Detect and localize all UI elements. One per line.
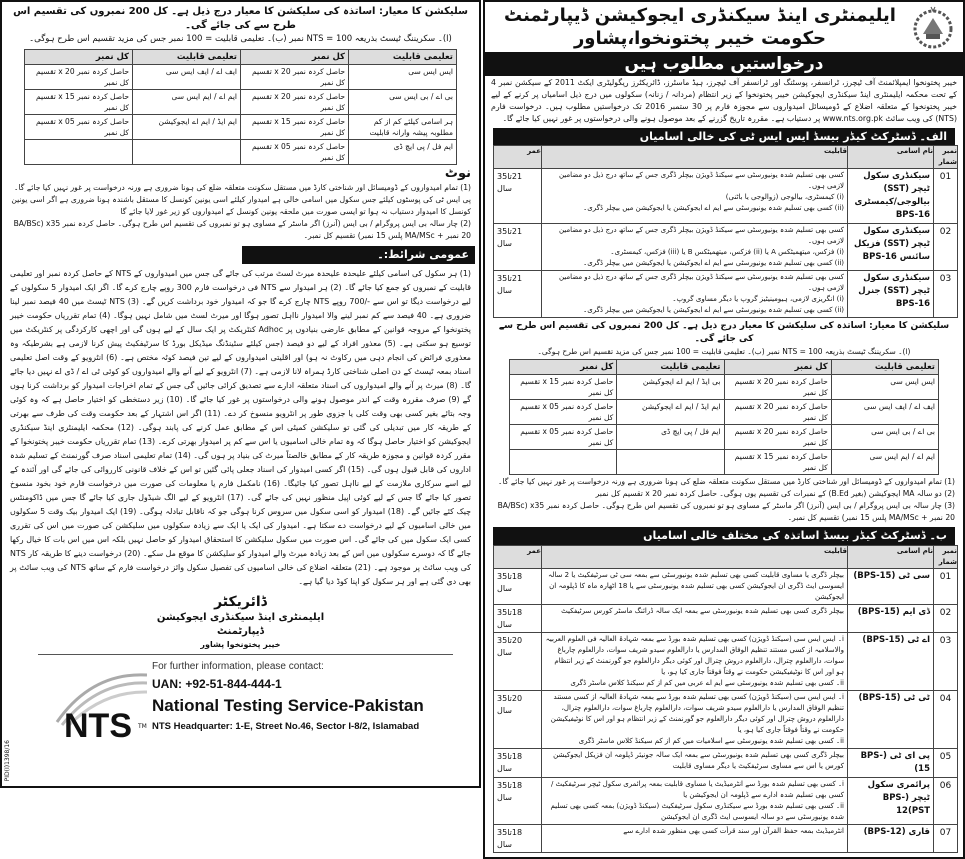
notes-list	[2, 182, 479, 242]
age-limit: 18تا35 سال	[494, 778, 542, 825]
table-cell: حاصل کردہ نمبر x 20 تقسیم کل نمبر	[241, 90, 349, 115]
column-header: نمبر شمار	[934, 546, 958, 569]
post-name: سیکنڈری سکول ٹیچر (SST) بیالوجی/کیمسٹری BPS-16	[848, 169, 934, 224]
applications-wanted-banner: درخواستیں مطلوب ہیں	[485, 52, 963, 76]
post-name: سیکنڈری سکول ٹیچر (SST) فزیکل سائنس BPS-16	[848, 224, 934, 271]
table-cell: ایم اے / ایم ایس سی	[831, 450, 938, 475]
table-cell: حاصل کردہ نمبر x 05 تقسیم کل نمبر	[510, 400, 617, 425]
table-cell: حاصل کردہ نمبر x 05 تقسیم کل نمبر	[510, 425, 617, 450]
column-header: نام اسامی	[848, 546, 934, 569]
table-cell: حاصل کردہ نمبر x 15 تقسیم کل نمبر	[241, 115, 349, 140]
table-row	[510, 425, 939, 450]
age-limit: 21تا35 سال	[494, 224, 542, 271]
table-cell: بی ایڈ / ایم اے ایجوکیشن	[617, 375, 724, 400]
general-conditions-text: (1) ہر سکول کی اسامی کیلئے علیحدہ علیحدہ میرٹ لسٹ مرتب کی جائے گی جس میں امیدواروں کے NTS کے حاصل کردہ نمبر اور تعلیمی قابلیت کے نمبروں کو جمع کیا جائے گا۔ (2) ہر امیدوار سے NTS فی درخواست فارم 300 روپے چارج کرے گا۔ اگر ایک امیدوار 5 سکولوں کے لیے درخواست دیگا تو اس سے -/700 روپے NTS چارج کرے گا جو کہ امیدوار خود برداشت کریں گے۔ (3) NTS ٹیسٹ میں 40 فیصد نمبر لینا ضروری ہے۔ 40 فیصد سے کم نمبر لینے والا امیدوار نااہل تصور ہوگا اور میرٹ لسٹ میں شامل نہیں ہوگا۔ (4) تمام تقرریاں حکومت خیبر پختونخوا کے مروجہ قوانین کے مطابق عارضی بنیادوں پر Adhoc کنٹریکٹ پر ایک سال کے لیے ہوں گی اور اچھی کارکردگی پر کنٹریکٹ میں توسیع ہو سکتی ہے۔ (5) معذور افراد کے لیے دو فیصد (جس کیلئے سٹینڈنگ میڈیکل بورڈ کا سرٹیفکیٹ پیش کرنا لازمی ہے بشرطیکہ وہ معذوری فرائض کی انجام دہی میں رکاوٹ نہ ہو) اور اقلیتی امیدواروں کے لیے تین فیصد کوٹہ مختص ہے۔ (6) انٹرویو کے وقت اصل تعلیمی اسناد بمعہ ٹیسٹ کے دن اصلی شناختی کارڈ ہمراہ لانا لازمی ہے۔ (7) انٹرویو کے لیے آنے والے امیدواروں کو کوئی ٹی اے / ڈی اے نہیں دیا جائے گا۔ (8) میرٹ پر آنے والے امیدواروں کی اسناد متعلقہ ادارے سے تصدیق کرائی جائیں گی جس کے تمام اخراجات امیدوار کو برداشت کرنا ہوں گے (9) صرف مقررہ وقت کے اندر موصول ہونے والی درخواستوں پر غور کیا جائے گا۔ (10) زیر دستخطی کو اختیار حاصل ہے کہ وہ کوئی وجہ بتائے بغیر کسی بھی وقت کلی یا جزوی طور پر انٹرویو منسوخ کر دے۔ (11) اگر اس اشتہار کے بعد حکومت وقت کی طرف سے بھرتی کے طریقہ کار میں تبدیلی کی گئی تو سلیکشن کمیٹی اس کے مطابق عمل کرنے کی پابند ہوگی۔ (12) محکمہ ایلیمنٹری اینڈ سیکنڈری ایجوکیشن کو اختیار حاصل ہوگا کہ وہ تمام خالی اسامیوں یا اس سے کم پر امیدوار بھرتی کرے۔ (13) تمام تقرریاں حکومت خیبر پختونخوا کے مقرر کردہ قوانین و مجوزہ طریقہ کار کے مطابق خالصتاً میرٹ کی بنیاد پر ہوں گی۔ (14) تمام تعلیمی اسناد صرف گورنمنٹ کے تسلیم شدہ اداروں کی قابل قبول ہوں گی۔ (15) اگر کسی امیدوار کی اسناد جعلی پائی گئیں تو اس کے خلاف قانونی کارروائی کی جائے گی اور آئندہ کے لیے اسے سرکاری ملازمت کے لیے نااہل تصور کیا جائیگا۔ (16) نامکمل فارم یا معلومات کی صورت میں درخواست فارم خود بخود منسوخ تصور کیا جائے گا جس کے لیے کوئی اپیل منظور نہیں کی جائے گی۔ (17) انٹرویو کے لیے الگ شیڈول جاری کیا جائے گا جس میں ڈاکومنٹس چیک کئے جائیں گے۔ (18) امیدوار کو اسی سکول میں سروس کرنا ہوگی جو کہ ناقابل تبادلہ ہوگی۔ (19) ایک امیدوار بیک وقت 5 سکولوں میں خالی اسامیوں کے لیے درخواست دے سکتا ہے۔ امیدوار کی ایک یا ایک سے زیادہ سکولوں میں سلیکشن کی صورت میں اس کی تقرری کسی ایک سکول میں کی جائے گی۔ اس صورت میں سکول سلیکشن کا استحقاق امیدوار کو حاصل نہیں بلکہ اس میں اس بات کا خیال رکھا جائے گا کہ دوسرے سکولوں میں اس کے بعد زیادہ میرٹ والے امیدوار کو سلیکشن کا موقع مل سکے۔ (20) درخواست دینے کا طریقہ کار NTS کی ویب سائٹ پر موجود ہے۔ (21) متعلقہ اضلاع کی خالی اسامیوں کی تفصیل سکول وائز درخواست فارم کے ساتھ NTS کی ویب سائٹ پر بھی دی گئی ہے اور ہر سکول کو اپنا کوڈ دیا گیا ہے۔	[10, 269, 472, 586]
table-cell: ایس ایس سی	[831, 375, 938, 400]
column-header: تعلیمی قابلیت	[133, 50, 241, 65]
age-limit: 20تا35 سال	[494, 691, 542, 749]
nts-logo-text: NTS	[64, 707, 132, 745]
kp-seal-logo	[911, 4, 955, 50]
serial-number: 04	[934, 691, 958, 749]
table-cell: ایس ایس سی	[349, 65, 457, 90]
table-cell: حاصل کردہ نمبر x 20 تقسیم کل نمبر	[25, 65, 133, 90]
job-row	[494, 224, 958, 271]
qualification-line: (i) انگریزی لازمی، ہیومینیٹیز گروپ یا دیگر مساوی گروپ۔	[672, 295, 844, 303]
age-limit: 21تا35 سال	[494, 169, 542, 224]
table-cell: بی اے / بی ایس سی	[349, 90, 457, 115]
qualification-line: i۔ کسی بھی تسلیم شدہ بورڈ سے انٹرمیڈیٹ یا مساوی قابلیت بمعہ پرائمری سکول ٹیچر سرٹیفکیٹ / کسی بھی تسلیم شدہ ادارے سے ڈپلومہ ان ایجوکیشن یا	[550, 780, 844, 799]
column-header: تعلیمی قابلیت	[617, 360, 724, 375]
qualification	[542, 605, 848, 633]
table-cell: ہر اسامی کیلئے کم از کم مطلوبہ پیشہ وارانہ قابلیت	[349, 115, 457, 140]
post-name: ڈی ایم (BPS-15)	[848, 605, 934, 633]
table-cell: حاصل کردہ نمبر x 15 تقسیم کل نمبر	[510, 375, 617, 400]
column-header: قابلیت	[542, 146, 848, 169]
nts-logo	[52, 667, 147, 752]
table-cell: ایم فل / پی ایچ ڈی	[617, 425, 724, 450]
qualification-line: انٹرمیڈیٹ بمعہ حفظ القرآن اور سند قرأت کسی بھی منظور شدہ ادارے سے	[623, 827, 844, 835]
post-name: ٹی ٹی (BPS-15)	[848, 691, 934, 749]
column-header: عمر	[494, 546, 542, 569]
age-limit: 18تا35 سال	[494, 825, 542, 853]
post-name: سیکنڈری سکول ٹیچر (SST) جنرل BPS-16	[848, 271, 934, 318]
notes-list-right	[485, 475, 963, 524]
table-cell: حاصل کردہ نمبر x 15 تقسیم کل نمبر	[724, 450, 831, 475]
age-limit: 20تا35 سال	[494, 633, 542, 691]
qualification-line: i۔ ایس ایس سی (سیکنڈ ڈویژن) کسی بھی تسلیم شدہ بورڈ سے بمعہ شہادۃ العالیہ فی العلوم العربیہ والاسلامیہ از کسی مستند تنظیم الوفاق المدارس یا دارالعلوم سیدو شریف سوات، دارالعلوم چارباغ سوات، دارالعلوم چترال، دارالعلوم دروش چترال اور کوئی دیگر دارالعلوم جو گورنمنٹ کے زیر انتظام ہو اور اس کا نوٹیفیکیشن حکومت نے وقتاً فوقتاً جاری کیا ہو، یا	[545, 635, 844, 676]
table-cell: حاصل کردہ نمبر x 20 تقسیم کل نمبر	[724, 400, 831, 425]
uan-number: UAN: +92-51-844-444-1	[152, 677, 282, 691]
table-row	[25, 65, 457, 90]
table-cell: حاصل کردہ نمبر x 05 تقسیم کل نمبر	[25, 115, 133, 140]
serial-number: 06	[934, 778, 958, 825]
qualification	[542, 825, 848, 853]
column-header: کل نمبر	[241, 50, 349, 65]
qualification-line: (ii) کسی بھی تسلیم شدہ یونیورسٹی سے ایم اے ایجوکیشن یا ایجوکیشن میں بیچلر ڈگری۔	[583, 259, 844, 267]
qualification-line: بیچلر ڈگری کسی بھی تسلیم شدہ یونیورسٹی سے بمعہ ایک سالہ ڈرائنگ ماسٹر کورس سرٹیفکیٹ	[561, 607, 844, 615]
signature-place: خیبر پختونخوا پشاور	[200, 640, 281, 649]
table-cell	[617, 450, 724, 475]
table-cell: ایم اے / ایم ایس سی	[133, 90, 241, 115]
table-cell	[25, 140, 133, 165]
column-header: قابلیت	[542, 546, 848, 569]
job-row	[494, 569, 958, 605]
serial-number: 05	[934, 749, 958, 778]
organization-name: National Testing Service-Pakistan	[152, 696, 424, 715]
post-name: قاری (BPS-12)	[848, 825, 934, 853]
table-cell: ایم ایڈ / ایم اے ایجوکیشن	[133, 115, 241, 140]
qualification	[542, 633, 848, 691]
serial-number: 02	[934, 224, 958, 271]
qualification	[542, 224, 848, 271]
table-cell: ایم ایڈ / ایم اے ایجوکیشن	[617, 400, 724, 425]
section-b-table	[493, 545, 958, 853]
marks-table-left	[24, 49, 457, 165]
column-header: تعلیمی قابلیت	[349, 50, 457, 65]
right-column	[483, 0, 965, 859]
table-cell: ایف اے / ایف ایس سی	[831, 400, 938, 425]
table-cell	[133, 140, 241, 165]
column-header: عمر	[494, 146, 542, 169]
table-header-row	[25, 50, 457, 65]
table-row	[510, 375, 939, 400]
qualification-line: کسی بھی تسلیم شدہ یونیورسٹی سے سیکنڈ ڈویژن بیچلر ڈگری جس کے ساتھ درج ذیل دو مضامین لازمی ہوں۔	[558, 171, 844, 190]
note-heading: نوٹ	[444, 166, 471, 181]
job-row	[494, 605, 958, 633]
section-a-heading: الف۔ ڈسٹرکٹ کیڈر بیسڈ ایس ایس ٹی کی خالی اسامیاں	[493, 128, 955, 145]
qualification-line: (ii) کسی بھی تسلیم شدہ یونیورسٹی سے ایم اے ایجوکیشن یا ایجوکیشن میں بیچلر ڈگری۔	[583, 204, 844, 212]
table-cell	[510, 450, 617, 475]
qualification-line: ii۔ کسی بھی تسلیم شدہ یونیورسٹی سے ایم اے عربی میں کم از کم سیکنڈ کلاس ماسٹر ڈگری	[570, 679, 844, 687]
section-b-heading: ب۔ ڈسٹرکٹ کیڈر بیسڈ اساتذہ کی مختلف خالی اسامیاں	[493, 527, 955, 545]
column-header: نام اسامی	[848, 146, 934, 169]
note-item: (1) تمام امیدواروں کے ڈومیسائل اور شناختی کارڈ میں مستقل سکونت متعلقہ ضلع کی ہونا ضروری ہے ورنہ درخواست پر غور نہیں کیا جائے گا۔ پی ایس ٹی کی پوسٹوں کیلئے جس سکول میں اسامی خالی ہے امیدوار کیلئے اسی یونین کونسل کا مستقل باشندہ ہونا ضروری ہے اگر اسی یونین کونسل کا امیدوار دستیاب نہ ہوا تو ایسی صورت میں ملحقہ یونین کونسل کے امیدواروں کو زیر غور لایا جائے گا	[11, 183, 471, 216]
qualification	[542, 778, 848, 825]
column-header: تعلیمی قابلیت	[831, 360, 938, 375]
signature-title: ڈائریکٹر	[214, 594, 267, 610]
serial-number: 07	[934, 825, 958, 853]
table-row	[510, 400, 939, 425]
column-header: کل نمبر	[510, 360, 617, 375]
serial-number: 03	[934, 633, 958, 691]
qualification-line: کسی بھی تسلیم شدہ یونیورسٹی سے سیکنڈ ڈویژن بیچلر ڈگری جس کے ساتھ درج ذیل دو مضامین لازمی ہوں۔	[558, 226, 844, 245]
table-cell: حاصل کردہ نمبر x 20 تقسیم کل نمبر	[724, 375, 831, 400]
headquarter-address: NTS Headquarter: 1-E, Street No.46, Sector I-8/2, Islamabad	[152, 721, 420, 732]
selection-criteria-subtitle-right: (ا)۔ سکریننگ ٹیسٹ بذریعہ NTS = 100 نمبر (ب)۔ تعلیمی قابلیت = 100 نمبر جس کی مزید تقسیم اس طرح ہوگی۔	[537, 347, 911, 356]
serial-number: 01	[934, 169, 958, 224]
qualification	[542, 169, 848, 224]
selection-criteria-title: سلیکشن کا معیار: اساتذہ کی سلیکشن کا معیار درج ذیل ہے۔ کل 200 نمبروں کی تقسیم اس طرح سے کی جائے گی۔	[13, 6, 468, 31]
signature-block	[141, 593, 341, 651]
header	[485, 2, 963, 52]
government-title: حکومت خیبر پختونخوا،پشاور	[573, 28, 827, 49]
serial-number: 01	[934, 569, 958, 605]
job-row	[494, 169, 958, 224]
table-row	[25, 140, 457, 165]
table-header-row	[494, 146, 958, 169]
qualification-line: ii۔ کسی بھی تسلیم شدہ یونیورسٹی سے اسلامیات میں کم از کم سیکنڈ کلاس ماسٹر ڈگری	[578, 737, 844, 745]
left-column	[0, 0, 481, 788]
qualification-line: کسی بھی تسلیم شدہ یونیورسٹی سے سیکنڈ ڈویژن بیچلر ڈگری جس کے ساتھ درج ذیل دو مضامین لازمی ہوں۔	[558, 273, 844, 292]
age-limit: 18تا35 سال	[494, 605, 542, 633]
job-row	[494, 749, 958, 778]
post-name: اے ٹی (BPS-15)	[848, 633, 934, 691]
table-header-row	[494, 546, 958, 569]
qualification-line: بیچلر ڈگری یا مساوی قابلیت کسی بھی تسلیم شدہ یونیورسٹی سے بمعہ سی ٹی سرٹیفکیٹ یا 2 سالہ ایسوسی ایٹ ڈگری ان ایجوکیشن کسی بھی تسلیم شدہ یونیورسٹی سے یا 18 اٹھارہ ماہ کا ڈپلومہ ان ایجوکیشن	[548, 571, 844, 601]
intro-text: خیبر پختونخوا ایمپلائمنٹ آف ٹیچرز، ٹرانسفر، پوسٹنگ اور ٹرانسفر آف ٹیچرز، ہیڈ ماسٹرز، ڈائریکٹرز ریگولیٹری ایکٹ 2011 کے سیکشن نمبر 4 کے تحت محکمہ ایلیمنٹری اینڈ سیکنڈری ایجوکیشن خیبر پختونخوا کے زیر انتظام (مردانہ / زنانہ) سکولوں میں درج ذیل اسامیاں پر کرنے کے لیے خیبر پختونخوا کے متعلقہ اضلاع کے ڈومیسائل امیدواروں سے مجوزہ فارم پر 30 ستمبر 2016 تک درخواستیں مطلوب ہیں۔ درخواست فارم (NTS) کی ویب سائٹ www.nts.org.pk پر دستیاب ہے۔ مقررہ تاریخ گزرنے کے بعد موصول ہونے والی درخواستوں پر غور نہیں کیا جائے گا۔	[491, 78, 958, 123]
column-header: نمبر شمار	[934, 146, 958, 169]
selection-criteria-subtitle: (ا)۔ سکریننگ ٹیسٹ بذریعہ NTS = 100 نمبر (ب)۔ تعلیمی قابلیت = 100 نمبر جس کی مزید تقسیم اس طرح ہوگی۔	[29, 34, 452, 44]
signature-dept: ایلیمنٹری اینڈ سیکنڈری ایجوکیشن ڈیپارٹمنٹ	[156, 612, 325, 637]
qualification-line: (i) فزکس، میتھمیٹکس A یا (ii) فزکس، میتھمیٹکس B یا (iii) فزکس، کیمسٹری۔	[610, 248, 844, 256]
age-limit: 18تا35 سال	[494, 749, 542, 778]
table-cell: حاصل کردہ نمبر x 20 تقسیم کل نمبر	[724, 425, 831, 450]
nts-footer	[2, 655, 479, 755]
job-row	[494, 691, 958, 749]
selection-criteria-title-right: سلیکشن کا معیار: اساتذہ کی سلیکشن کا معیار درج ذیل ہے۔ کل 200 نمبروں کی تقسیم اس طرح سے کی جائے گی۔	[498, 321, 950, 344]
serial-number: 02	[934, 605, 958, 633]
table-cell: حاصل کردہ نمبر x 05 تقسیم کل نمبر	[241, 140, 349, 165]
age-limit: 21تا35 سال	[494, 271, 542, 318]
serial-number: 03	[934, 271, 958, 318]
qualification	[542, 691, 848, 749]
qualification-line: ii۔ کسی بھی تسلیم شدہ بورڈ سے سیکنڈری سکول سرٹیفکیٹ (سیکنڈ ڈویژن) بمعہ کسی بھی تسلیم شدہ یونیورسٹی سے دو سالہ ایسوسی ایٹ ڈگری ان ایجوکیشن	[550, 802, 844, 821]
trademark: TM	[138, 723, 147, 730]
column-header: کل نمبر	[25, 50, 133, 65]
table-row	[510, 450, 939, 475]
marks-table-right	[509, 359, 939, 475]
pid-number: PID(I)1398/16	[4, 739, 11, 781]
table-cell: ایم فل / پی ایچ ڈی	[349, 140, 457, 165]
column-header: کل نمبر	[724, 360, 831, 375]
table-cell: حاصل کردہ نمبر x 15 تقسیم کل نمبر	[25, 90, 133, 115]
qualification	[542, 749, 848, 778]
general-conditions-heading: عمومی شرائط:۔	[242, 246, 475, 264]
qualification	[542, 569, 848, 605]
table-row	[25, 115, 457, 140]
note-item: (3) چار سالہ بی ایس پروگرام / بی ایس (آنرز) اگر ماسٹر کے مساوی ہو تو نمبروں کی تقسیم اس طرح ہوگی۔ حاصل کردہ نمبر x35 (BA/BSc 20 نمبر + MA/MSc پلس 15 نمبر) تقسیم کل نمبر۔	[497, 501, 955, 522]
note-item: (1) تمام امیدواروں کے ڈومیسائل اور شناختی کارڈ میں مستقل سکونت متعلقہ ضلع کی ہونا ضروری ہے ورنہ درخواست پر غور نہیں کیا جائے گا۔	[498, 477, 955, 486]
qualification	[542, 271, 848, 318]
post-name: پی ای ٹی (BPS-15)	[848, 749, 934, 778]
qualification-line: (ii) کسی بھی تسلیم شدہ یونیورسٹی سے ایم اے ایجوکیشن یا ایجوکیشن میں بیچلر ڈگری۔	[583, 306, 844, 314]
job-row	[494, 633, 958, 691]
post-name: سی ٹی (BPS-15)	[848, 569, 934, 605]
job-row	[494, 271, 958, 318]
table-row	[25, 90, 457, 115]
table-header-row	[510, 360, 939, 375]
post-name: پرائمری سکول ٹیچر (BPS-12(PST	[848, 778, 934, 825]
department-title: ایلیمنٹری اینڈ سیکنڈری ایجوکیشن ڈیپارٹمنٹ	[504, 5, 896, 26]
table-cell: ایف اے / ایف ایس سی	[133, 65, 241, 90]
job-row	[494, 778, 958, 825]
age-limit: 18تا35 سال	[494, 569, 542, 605]
note-item: (2) چار سالہ بی ایس پروگرام / بی ایس (آنرز) اگر ماسٹر کے مساوی ہو تو نمبروں کی تقسیم اس طرح ہوگی۔ حاصل کردہ نمبر x35 (BA/BSc 20 نمبر + MA/MSc پلس 15 نمبر) تقسیم کل نمبر۔	[13, 219, 471, 240]
note-item: (2) دو سالہ MA ایجوکیشن (بغیر B.Ed) کے نمبرات کی تقسیم یوں ہوگی۔ حاصل کردہ نمبر x 20 تقسیم کل نمبر	[595, 489, 955, 498]
qualification-line: i۔ ایس ایس سی (سیکنڈ ڈویژن) کسی بھی تسلیم شدہ بورڈ سے بمعہ شہادۃ العالیہ از کسی مستند تنظیم الوفاق المدارس یا دارالعلوم سیدو شریف سوات، دارالعلوم چارباغ سوات، دارالعلوم چترال، دارالعلوم دروش چترال اور کوئی دیگر دارالعلوم جو گورنمنٹ کے زیر انتظام ہو اور اس کا نوٹیفیکیشن حکومت نے وقتاً فوقتاً جاری کیا ہو، یا	[550, 693, 844, 734]
job-row	[494, 825, 958, 853]
contact-label: For further information, please contact:	[152, 661, 324, 672]
qualification-line: بیچلر ڈگری کسی بھی تسلیم شدہ یونیورسٹی سے بمعہ ایک سالہ جونیئر ڈپلومہ ان فزیکل ایجوکیشن کورس یا اس سے مساوی سرٹیفکیٹ یا دیگر مساوی قابلیت	[553, 751, 844, 770]
section-a-table	[493, 145, 958, 318]
table-cell: بی اے / بی ایس سی	[831, 425, 938, 450]
qualification-line: (i) کیمسٹری، بیالوجی (زوالوجی یا باٹنی)	[725, 193, 844, 201]
table-cell: حاصل کردہ نمبر x 20 تقسیم کل نمبر	[241, 65, 349, 90]
